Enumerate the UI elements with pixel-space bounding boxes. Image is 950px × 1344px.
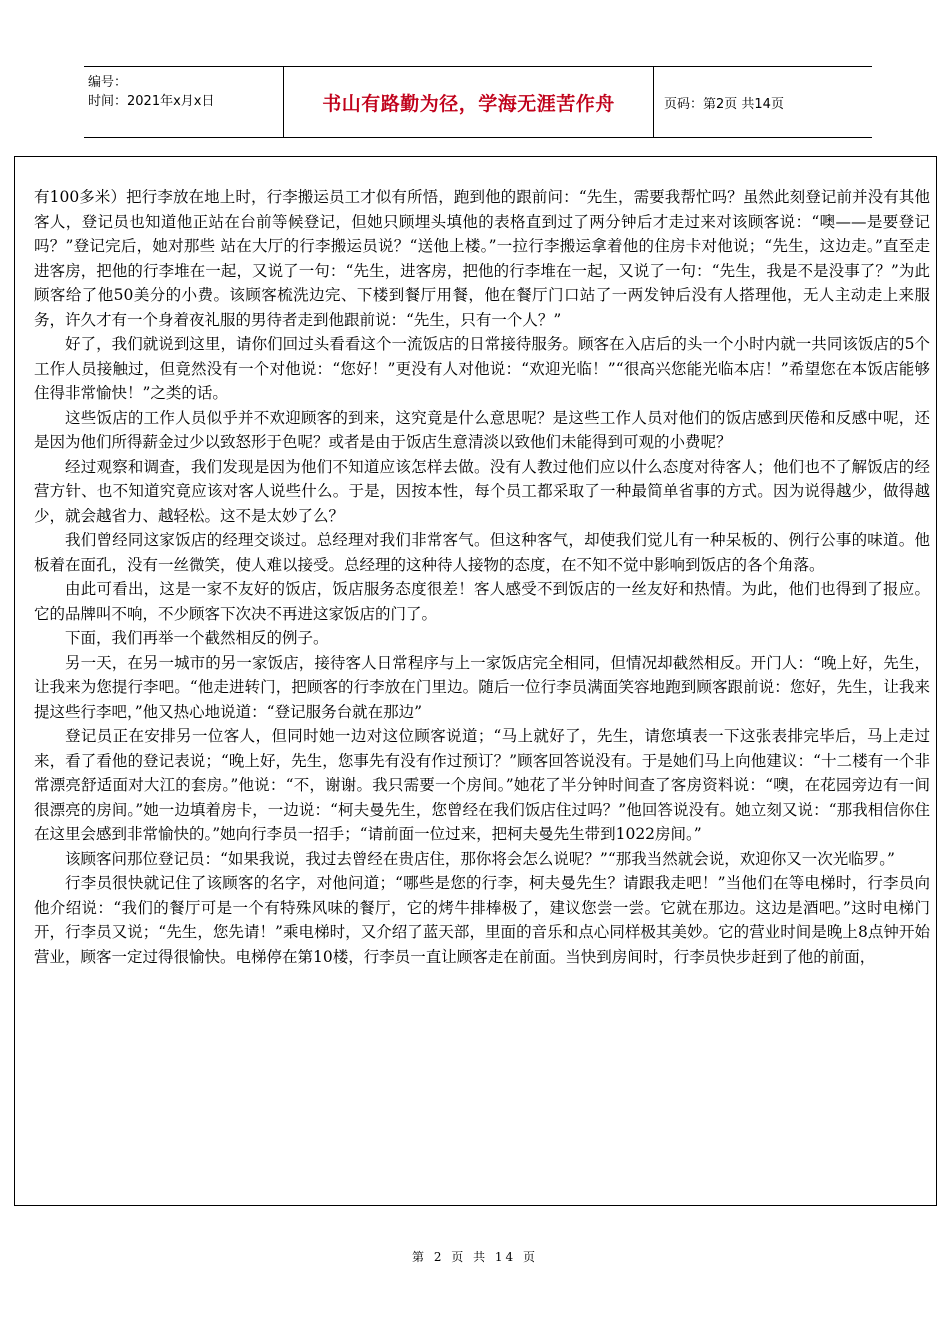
date-label: 时间：2021年x月x日 [88,94,215,109]
paragraph: 登记员正在安排另一位客人，但同时她一边对这位顾客说道；“马上就好了，先生，请您填表一下这张表排完毕后，马上走过来，看了看他的登记表说；“晚上好，先生，您事先有没有作过预订？”顾客回答说没有。于是她们马上向他建议：“十二楼有一个非常漂亮舒适面对大江的套房。”他说：“不，谢谢。我只需要一个房间。”她花了半分钟时间查了客房资料说：“噢，在花园旁边有一间很漂亮的房间。”她一边填着房卡，一边说：“柯夫曼先生，您曾经在我们饭店住过吗？”他回答说没有。她立刻又说：“那我相信你住在这里会感到非常愉快的。”她向行李员一招手；“请前面一位过来，把柯夫曼先生带到1022房间。” [34,727,930,843]
paragraph: 好了，我们就说到这里，请你们回过头看看这个一流饭店的日常接待服务。顾客在入店后的头一个小时内就一共同该饭店的5个工作人员接触过，但竟然没有一个对他说：“您好！”更没有人对他说：“欢迎光临！”“很高兴您能光临本店！”希望您在本饭店能够住得非常愉快！”之类的话。 [34,335,930,402]
header-page-info: 页码：第2页 共14页 [664,96,784,112]
header-motto-cell [284,67,654,137]
paragraph: 由此可看出，这是一家不友好的饭店，饭店服务态度很差！客人感受不到饭店的一丝友好和热情。为此，他们也得到了报应。它的品牌叫不响，不少顾客下次决不再进这家饭店的门了。 [34,580,930,623]
paragraph: 该顾客问那位登记员：“如果我说，我过去曾经在贵店住，那你将会怎么说呢？”“那我当然就会说，欢迎你又一次光临罗。” [65,849,895,868]
header-meta [84,67,284,137]
paragraph: 经过观察和调查，我们发现是因为他们不知道应该怎样去做。没有人教过他们应以什么态度对待客人；他们也不了解饭店的经营方针、也不知道究竟应该对客人说些什么。于是，因按本性，每个员工都采取了一种最简单省事的方式。因为说得越少，做得越少，就会越省力、越轻松。这不是太妙了么？ [34,457,930,525]
paragraph: 这些饭店的工作人员似乎并不欢迎顾客的到来，这究竟是什么意思呢？是这些工作人员对他们的饭店感到厌倦和反感中呢，还是因为他们所得薪金过少以致怒形于色呢？或者是由于饭店生意清淡以致他们未能得到可观的小费呢？ [34,408,930,451]
page-header [84,66,872,138]
serial-number-label: 编号： [88,75,128,90]
paragraph: 下面，我们再举一个截然相反的例子。 [65,629,329,647]
paragraph: 我们曾经同这家饭店的经理交谈过。总经理对我们非常客气。但这种客气，却使我们觉儿有一种呆板的、例行公事的味道。他板着在面孔，没有一丝微笑，使人难以接受。总经理的这种待人接物的态度，在不知不觉中影响到饭店的各个角落。 [34,531,930,574]
paragraph: 另一天，在另一城市的另一家饭店，接待客人日常程序与上一家饭店完全相同，但情况却截然相反。开门人：“晚上好，先生，让我来为您提行李吧。“他走进转门，把顾客的行李放在门里边。随后一位行李员满面笑容地跑到顾客跟前说：您好，先生，让我来提这些行李吧，”他又热心地说道：“登记服务台就在那边” [34,653,930,721]
paragraph: 行李员很快就记住了该顾客的名字，对他问道；“哪些是您的行李，柯夫曼先生？请跟我走吧！”当他们在等电梯时，行李员向他介绍说：“我们的餐厅可是一个有特殊风味的餐厅，它的烤牛排棒极了，建议您尝一尝。它就在那边。这边是酒吧。”这时电梯门开，行李员又说；“先生，您先请！”乘电梯时，又介绍了蓝天部，里面的音乐和点心同样极其美妙。它的营业时间是晚上8点钟开始营业，顾客一定过得很愉快。电梯停在第10楼，行李员一直让顾客走在前面。当快到房间时，行李员快步赶到了他的前面， [34,874,930,966]
page-footer: 第 2 页 共 14 页 [412,1250,538,1264]
paragraph: 有100多米）把行李放在地上时，行李搬运员工才似有所悟，跑到他的跟前问：“先生，需要我帮忙吗？虽然此刻登记前并没有其他客人，登记员也知道他正站在台前等候登记，但她只顾埋头填他的表格直到过了两分钟后才走过来对该顾客说：“噢——是要登记吗？”登记完后，她对那些 站在大厅的行李搬运员说？“送他上楼。”一拉行李搬运拿着他的住房卡对他说；“先生，这边走。”直至走进客房，把他的行李堆在一起，又说了一句：“先生，进客房，把他的行李堆在一起，又说了一句：“先生，我是不是没事了？”为此顾客给了他50美分的小费。该顾客梳洗边完、下楼到餐厅用餐，他在餐厅门口站了一两发钟后没有人搭理他，无人主动走上来服务，许久才有一个身着夜礼服的男待者走到他跟前说：“先生，只有一个人？” [34,188,930,329]
document-body [14,156,937,1206]
header-motto: 书山有路勤为径，学海无涯苦作舟 [322,92,615,115]
header-page-info-cell [654,67,872,137]
